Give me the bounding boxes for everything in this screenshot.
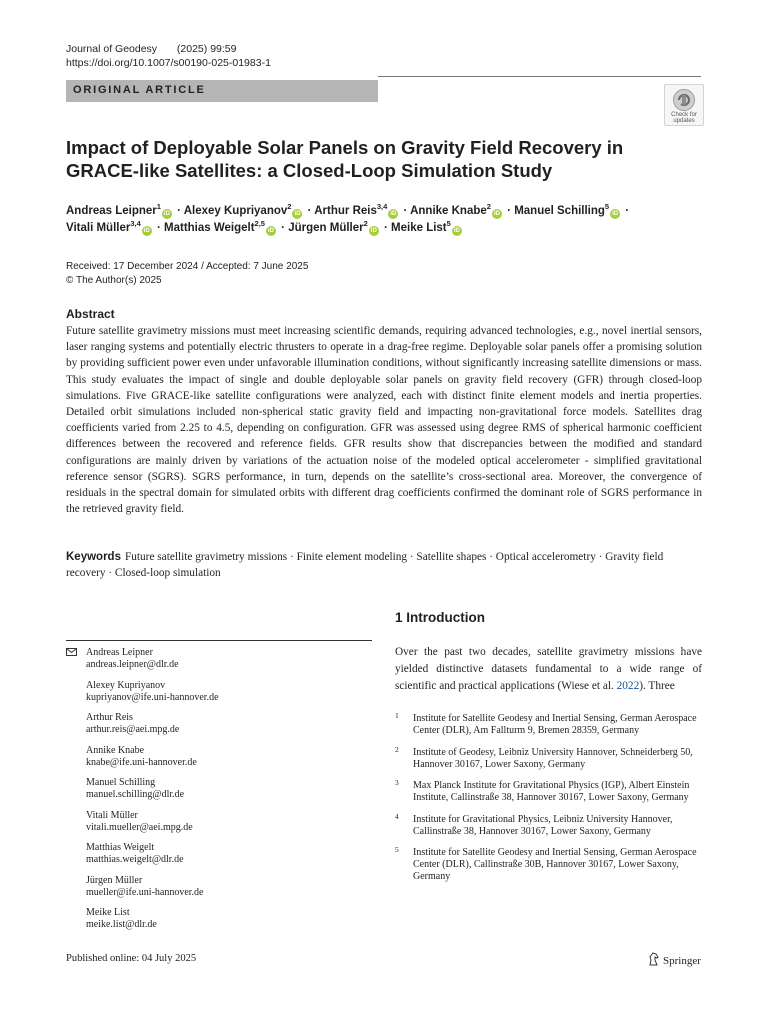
affiliation-list bbox=[395, 713, 702, 893]
introduction-text bbox=[395, 644, 702, 696]
contact-entry bbox=[66, 842, 372, 866]
journal-volume: (2025) 99:59 bbox=[176, 43, 237, 55]
contact-name: Vitali Müller bbox=[86, 809, 138, 821]
contact-name: Matthias Weigelt bbox=[86, 842, 155, 853]
journal-info bbox=[66, 42, 271, 70]
citation-link[interactable]: 2022 bbox=[616, 680, 640, 693]
affiliation-number: 2 bbox=[395, 744, 399, 754]
check-updates-line2: updates bbox=[673, 118, 695, 124]
contact-list bbox=[66, 647, 372, 940]
contact-email[interactable]: matthias.weigelt@dlr.de bbox=[86, 854, 184, 865]
author-name: Arthur Reis bbox=[314, 205, 377, 217]
contact-name: Jürgen Müller bbox=[86, 874, 143, 886]
orcid-icon[interactable]: iD bbox=[294, 211, 301, 217]
published-online: Published online: 04 July 2025 bbox=[66, 953, 197, 964]
article-type: ORIGINAL ARTICLE bbox=[73, 84, 206, 96]
affiliation-entry bbox=[395, 713, 702, 737]
check-updates-icon bbox=[672, 88, 696, 112]
publisher-name: Springer bbox=[663, 955, 701, 967]
affiliation-text: Max Planck Institute for Gravitational Physics (IGP), Albert Einstein Institute, Callinstraße 38, Hannover 30167, Lower Saxony, Germany bbox=[413, 780, 690, 803]
affiliation-entry bbox=[395, 744, 702, 771]
contact-entry bbox=[66, 810, 372, 834]
contact-entry bbox=[66, 777, 372, 801]
contact-email[interactable]: andreas.leipner@dlr.de bbox=[86, 659, 179, 670]
contact-name: Alexey Kupriyanov bbox=[86, 679, 166, 691]
orcid-icon[interactable]: iD bbox=[390, 211, 397, 217]
author-name: Andreas Leipner bbox=[66, 205, 157, 217]
author-affiliation-mark: 3,4 bbox=[376, 202, 388, 212]
author-separator: · bbox=[277, 222, 289, 234]
author-separator: · bbox=[173, 205, 184, 217]
author-name: Manuel Schilling bbox=[514, 205, 605, 217]
affiliation-text: Institute of Geodesy, Leibniz University Hannover, Schneiderberg 50, Hannover 30167, Lower Saxony, Germany bbox=[413, 746, 693, 770]
author-affiliation-mark: 3,4 bbox=[130, 219, 141, 229]
author-affiliation-mark: 1 bbox=[156, 202, 161, 212]
author-affiliation-mark: 2 bbox=[486, 202, 491, 212]
orcid-icon[interactable]: iD bbox=[453, 228, 460, 234]
header-rule bbox=[378, 76, 701, 77]
author-name: Jürgen Müller bbox=[288, 222, 364, 234]
contact-email[interactable]: kupriyanov@ife.uni-hannover.de bbox=[86, 691, 219, 703]
check-for-updates-badge[interactable] bbox=[664, 84, 704, 126]
affiliation-number: 4 bbox=[395, 811, 399, 821]
keywords-text: Future satellite gravimetry missions · Finite element modeling · Satellite shapes · Optical accelerometry · Gravity field recovery · Closed-loop simulation bbox=[66, 551, 664, 580]
author-affiliation-mark: 5 bbox=[604, 202, 610, 212]
keywords-label: Keywords bbox=[66, 551, 121, 563]
publisher-logo bbox=[648, 952, 701, 967]
intro-text-after: ). Three bbox=[639, 680, 675, 693]
contact-email[interactable]: mueller@ife.uni-hannover.de bbox=[86, 886, 204, 898]
dates bbox=[66, 260, 308, 288]
doi-link[interactable]: https://doi.org/10.1007/s00190-025-01983-1 bbox=[66, 57, 271, 69]
contact-entry bbox=[66, 647, 372, 671]
affiliation-entry bbox=[395, 847, 702, 883]
contact-entry bbox=[66, 712, 372, 736]
contact-email[interactable]: vitali.mueller@aei.mpg.de bbox=[86, 821, 193, 833]
contact-name: Annike Knabe bbox=[86, 744, 145, 756]
author-separator: · bbox=[304, 205, 315, 217]
affiliation-text: Institute for Satellite Geodesy and Inertial Sensing, German Aerospace Center (DLR), Am Fallturm 9, Bremen 28359, Germany bbox=[413, 713, 697, 736]
contact-name: Meike List bbox=[86, 907, 130, 918]
orcid-icon[interactable]: iD bbox=[143, 228, 150, 234]
copyright: © The Author(s) 2025 bbox=[66, 275, 162, 286]
received-accepted: Received: 17 December 2024 / Accepted: 7 June 2025 bbox=[66, 261, 309, 272]
intro-text-before: Over the past two decades, satellite gravimetry missions have yielded distinctive datasets fundamental to a wide range of scientific and practical applications (Wiese et al. bbox=[395, 646, 702, 693]
contact-email[interactable]: meike.list@dlr.de bbox=[86, 919, 157, 930]
contact-email[interactable]: arthur.reis@aei.mpg.de bbox=[86, 724, 180, 735]
journal-name: Journal of Geodesy bbox=[66, 43, 158, 55]
abstract-text: Future satellite gravimetry missions must meet increasing scientific demands, requiring advanced technologies, e.g., novel inertial sensors, laser ranging systems and potentially electric thrusters to operate in a drag-free regime. Deployable solar panels offer a promising solution by providing sufficient power even under unfavorable illumination conditions, without significantly increasing satellite dimensions or mass. This study evaluates the impact of single and double deployable solar panels on gravity field recovery (GFR) through closed-loop simulations. Five GRACE-like satellite configurations were analyzed, each with distinct finite element models and inertia properties. Detailed orbit simulations included non-spherical static gravity field and impacting non-gravitational force models. Satellites drag coefficients varied from 2.25 to 4.5, depending on configuration. GFR was assessed using degree RMS of spherical harmonic coefficient differences between the recovered and reference fields. GFR results show that discrepancies between the modified and standard configurations are mainly driven by variations of the actuation noise of the modeled optical accelerometer - simplified gravitational reference sensor (SGRS). SGRS performance, in turn, depends on the satellite’s cross-sectional area. Moreover, the convergence of residuals in the spectral domain for simulated orbits with different drag coefficients confirmed the dominant role of SGRS performance in the retrieved gravity field. bbox=[66, 325, 702, 516]
contact-entry bbox=[66, 745, 372, 769]
author-list: Andreas Leipner$^1$iD · Alexey Kupriyanov$^2$iD · Arthur Reis$^{3,4}$iD · Annike Knabe$^2$iD · Manuel Schilling$^5$iD · Vitali Müller$^{3,4}$iD · Matthias Weigelt$^{2,5}$iD · Jürgen Müller$^2$iD · Meike List$^5$iD bbox=[66, 202, 630, 234]
check-updates-line1: Check for bbox=[671, 112, 697, 118]
affiliation-number: 3 bbox=[395, 778, 399, 787]
affiliation-number: 1 bbox=[395, 711, 399, 720]
orcid-icon[interactable]: iD bbox=[267, 228, 274, 234]
author-name: Annike Knabe bbox=[410, 205, 487, 217]
author-affiliation-mark: 2 bbox=[287, 202, 292, 212]
springer-horse-icon bbox=[648, 952, 660, 966]
footnote-rule bbox=[66, 640, 372, 641]
orcid-icon[interactable]: iD bbox=[370, 228, 377, 234]
author-affiliation-mark: 5 bbox=[446, 219, 451, 229]
author-separator: · bbox=[503, 205, 515, 217]
contact-name: Manuel Schilling bbox=[86, 777, 156, 788]
author-separator: · bbox=[380, 222, 392, 234]
keywords bbox=[66, 549, 702, 582]
orcid-icon[interactable]: iD bbox=[612, 211, 619, 217]
author-separator: · bbox=[153, 222, 165, 234]
author-name: Matthias Weigelt bbox=[164, 222, 255, 234]
affiliation-text: Institute for Gravitational Physics, Leibniz University Hannover, Callinstraße 38, Hannover 30167, Lower Saxony, Germany bbox=[413, 813, 673, 837]
author-affiliation-mark: 2,5 bbox=[254, 219, 265, 229]
orcid-icon[interactable]: iD bbox=[493, 211, 500, 217]
contact-name: Andreas Leipner bbox=[86, 647, 153, 658]
section-heading-introduction: 1 Introduction bbox=[395, 610, 485, 625]
author-name: Vitali Müller bbox=[66, 222, 131, 234]
abstract-heading: Abstract bbox=[66, 307, 115, 321]
contact-entry bbox=[66, 875, 372, 899]
contact-entry bbox=[66, 680, 372, 704]
affiliation-entry bbox=[395, 811, 702, 838]
affiliation-entry bbox=[395, 780, 702, 804]
author-name: Alexey Kupriyanov bbox=[183, 205, 288, 217]
contact-email[interactable]: manuel.schilling@dlr.de bbox=[86, 789, 185, 800]
contact-name: Arthur Reis bbox=[86, 712, 133, 723]
contact-entry bbox=[66, 907, 372, 931]
envelope-icon bbox=[66, 648, 77, 656]
author-separator: · bbox=[400, 205, 411, 217]
affiliation-text: Institute for Satellite Geodesy and Inertial Sensing, German Aerospace Center (DLR), Callinstraße 30B, Hannover 30167, Lower Saxony, Germany bbox=[413, 847, 697, 882]
author-name: Meike List bbox=[391, 222, 447, 234]
contact-email[interactable]: knabe@ife.uni-hannover.de bbox=[86, 756, 197, 768]
orcid-icon[interactable]: iD bbox=[163, 211, 170, 217]
paper-title: Impact of Deployable Solar Panels on Gravity Field Recovery in GRACE-like Satellites: a Closed-Loop Simulation Study bbox=[66, 137, 624, 181]
author-affiliation-mark: 2 bbox=[363, 219, 368, 229]
affiliation-number: 5 bbox=[395, 845, 399, 854]
article-type-band bbox=[66, 80, 378, 102]
